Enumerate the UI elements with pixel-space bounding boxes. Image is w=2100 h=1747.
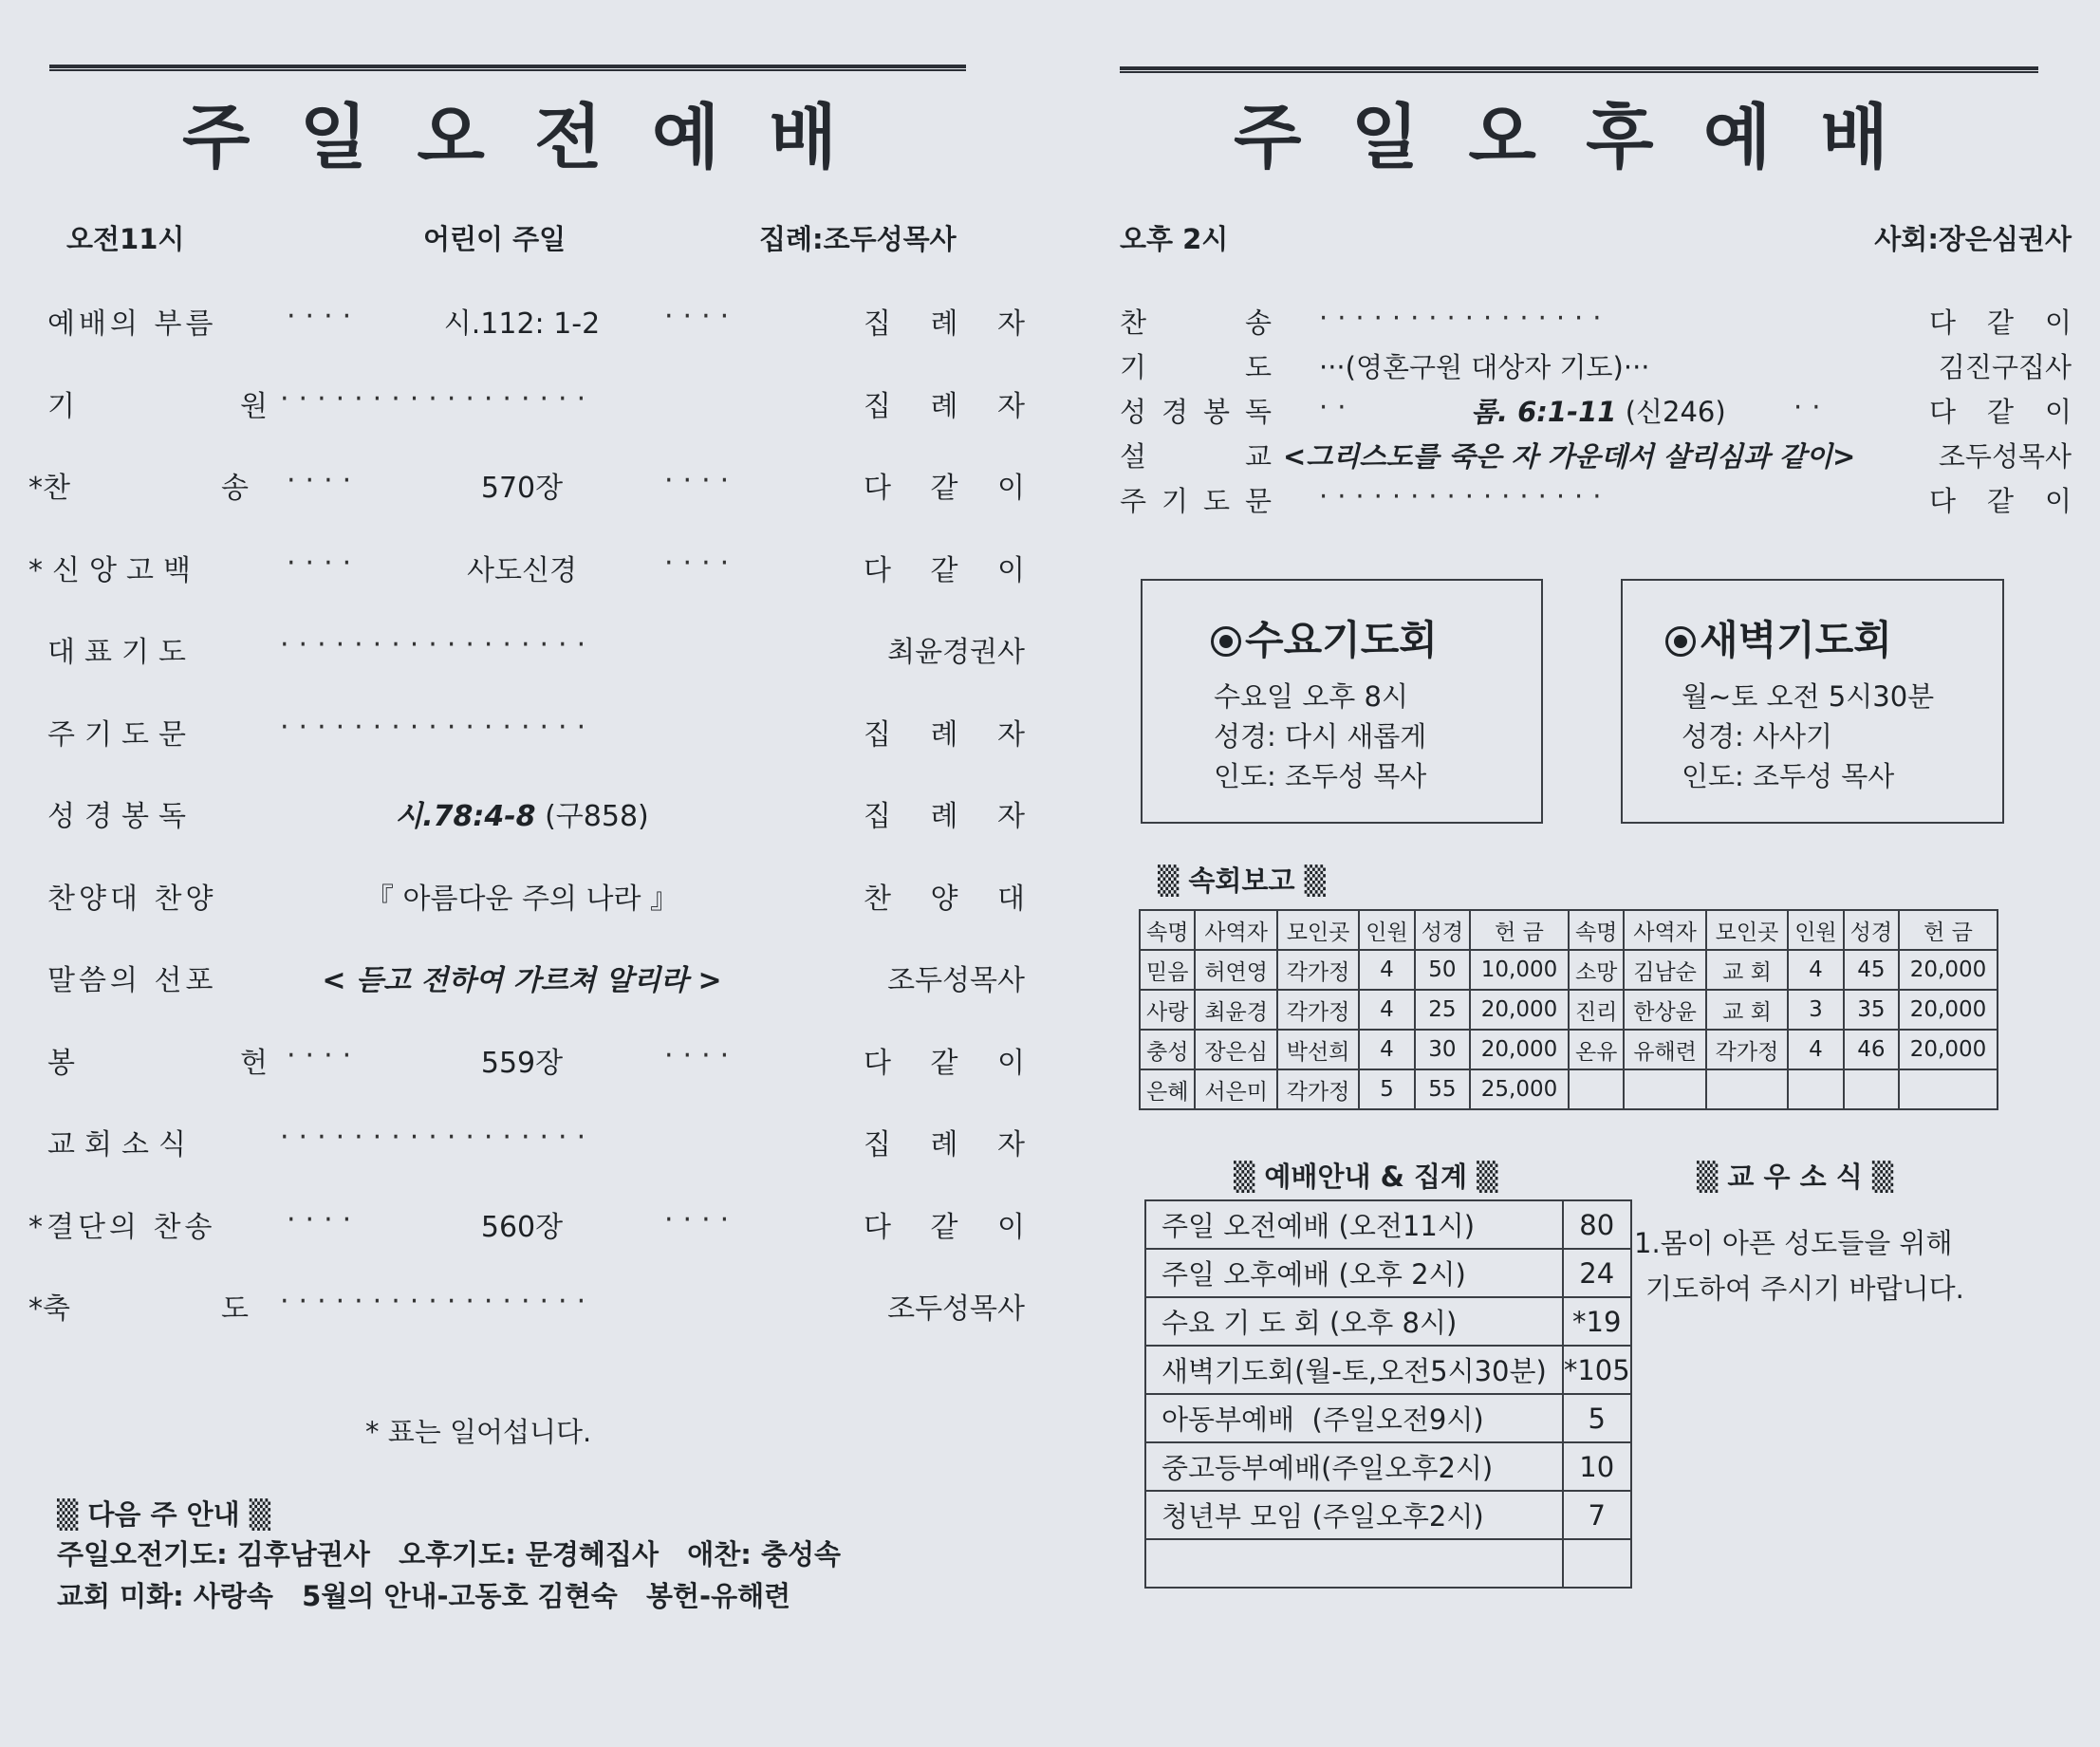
label-char: 도 [221, 1292, 249, 1326]
column-header: 성경 [1415, 910, 1470, 950]
item-leader: 조두성목사 [887, 1292, 1025, 1326]
dot-leader: ···· [287, 1038, 362, 1072]
item-leader [864, 1203, 1025, 1245]
item-content: 사도신경 [467, 553, 577, 587]
next-week-line2: 교회 미화: 사랑속 5월의 안내-고동호 김현숙 봉헌-유해련 [57, 1580, 791, 1612]
label-char: 문 [1244, 485, 1272, 517]
item-label [1120, 391, 1272, 430]
label-char: 집 [864, 389, 891, 423]
table-cell: 25,000 [1470, 1069, 1569, 1109]
table-cell: 충성 [1140, 1030, 1195, 1069]
hatch-icon: ▒ [1871, 1161, 1894, 1193]
item-label: 찬양대 찬양 [47, 882, 217, 916]
label-char: 다 [864, 472, 891, 505]
members-news-title: 교 우 소 식 [1727, 1161, 1863, 1193]
table-row [1140, 1030, 1998, 1069]
wednesday-title [1211, 609, 1438, 666]
label-char: 자 [997, 1128, 1025, 1162]
worship-item [28, 464, 1025, 521]
dot-leader: ···· [664, 546, 739, 580]
column-header: 모인곳 [1706, 910, 1788, 950]
label-char: 송 [221, 472, 249, 505]
item-leader [1929, 480, 2072, 519]
item-label: 교회소식 [47, 1128, 195, 1162]
label-char: 같 [1986, 307, 2014, 339]
table-cell: 각가정 [1706, 1030, 1788, 1069]
table-header-row [1140, 910, 1998, 950]
column-header: 사역자 [1195, 910, 1276, 950]
table-row [1145, 1297, 1631, 1346]
page-title [182, 82, 837, 182]
label-char: 찬 [864, 882, 891, 916]
hatch-icon: ▒ [1158, 864, 1180, 897]
attendance-count: 5 [1563, 1394, 1631, 1442]
table-row [1140, 990, 1998, 1030]
item-label [1120, 480, 1272, 519]
label-char: 다 [1929, 307, 1957, 339]
label-char: 주 [1120, 485, 1147, 517]
title-rule [49, 65, 966, 71]
item-label: 주기도문 [47, 717, 195, 752]
label-char: 이 [2044, 396, 2072, 428]
title-char: 배 [1820, 97, 1888, 178]
worship-item [38, 711, 1025, 768]
dawn-line: 인도: 조두성 목사 [1682, 760, 1895, 792]
item-content [275, 792, 769, 834]
label-char: 다 [1929, 396, 1957, 428]
table-row [1145, 1394, 1631, 1442]
item-content: < 듣고 전하여 가르쳐 알리라 > [322, 964, 722, 997]
item-content: ···(영혼구원 대상자 기도)··· [1319, 351, 1650, 383]
table-cell: 4 [1359, 990, 1414, 1030]
label-char: 같 [930, 1046, 958, 1080]
service-leader: 집례:조두성목사 [759, 223, 957, 255]
table-cell: 35 [1844, 990, 1899, 1030]
table-cell: 4 [1359, 1030, 1414, 1069]
dawn-line: 월~토 오전 5시30분 [1682, 680, 1935, 713]
item-label [1120, 346, 1272, 385]
worship-item [38, 1121, 1025, 1178]
table-cell: 최윤경 [1195, 990, 1276, 1030]
worship-item [28, 1285, 1025, 1342]
table-row [1140, 1069, 1998, 1109]
table-cell: 각가정 [1277, 990, 1359, 1030]
label-char: 기 [47, 389, 75, 423]
dot-leader: ················ [1319, 480, 1611, 512]
label-char: 찬 [1120, 307, 1147, 339]
table-row [1145, 1249, 1631, 1297]
title-char: 주 [1234, 97, 1302, 178]
label-char: 경 [1161, 396, 1188, 428]
members-news-line1: 1.몸이 아픈 성도들을 위해 [1634, 1227, 1953, 1259]
table-row [1145, 1346, 1631, 1394]
attendance-count: 80 [1563, 1200, 1631, 1249]
next-week-heading [57, 1494, 270, 1533]
table-row [1145, 1539, 1631, 1588]
table-cell: 유해련 [1624, 1030, 1705, 1069]
service-name: 수요 기 도 회 (오후 8시) [1145, 1297, 1563, 1346]
item-label [47, 382, 268, 424]
worship-item [1120, 391, 2072, 435]
title-char: 예 [651, 97, 720, 178]
label-char: 이 [997, 1210, 1025, 1244]
worship-item [38, 875, 1025, 932]
label-char: 집 [864, 1128, 891, 1162]
label-char: 같 [1986, 396, 2014, 428]
worship-item [38, 957, 1025, 1013]
label-char: *축 [28, 1292, 70, 1326]
hatch-icon: ▒ [1304, 864, 1326, 897]
label-char: 이 [997, 553, 1025, 587]
scripture-page: (구858) [535, 800, 649, 833]
label-char: 집 [864, 800, 891, 833]
item-label: 성경봉독 [47, 800, 195, 833]
table-cell: 5 [1359, 1069, 1414, 1109]
item-leader [864, 1121, 1025, 1162]
label-char: 헌 [240, 1046, 268, 1080]
bullseye-icon [1211, 626, 1241, 657]
title-char: 일 [1350, 97, 1420, 178]
next-week-title: 다음 주 안내 [87, 1498, 240, 1531]
item-content: 559장 [480, 1046, 564, 1080]
table-cell: 서은미 [1195, 1069, 1276, 1109]
label-char: 같 [930, 1210, 958, 1244]
item-leader [864, 300, 1025, 342]
item-label: 대표기도 [47, 636, 195, 669]
page-title [1234, 82, 1888, 182]
label-char: 자 [997, 307, 1025, 341]
dawn-prayer-box [1621, 579, 2004, 824]
hatch-icon: ▒ [1697, 1161, 1719, 1193]
item-leader [864, 1039, 1025, 1081]
scripture-ref: 롬. 6:1-11 [1471, 396, 1617, 428]
table-cell: 30 [1415, 1030, 1470, 1069]
hatch-icon: ▒ [57, 1498, 79, 1531]
title-char: 오 [1468, 97, 1536, 178]
item-content: 시.112: 1-2 [443, 307, 601, 341]
service-theme: 어린이 주일 [423, 223, 567, 255]
dawn-title-text: 새벽기도회 [1700, 617, 1892, 663]
label-char: 례 [930, 307, 958, 341]
worship-item [38, 300, 1025, 357]
item-label: *신앙고백 [28, 553, 200, 587]
label-char: 설 [1120, 440, 1147, 473]
table-cell [1624, 1069, 1705, 1109]
label-char: 대 [997, 882, 1025, 916]
item-leader [864, 547, 1025, 588]
table-cell [1844, 1069, 1899, 1109]
dot-leader: ···· [287, 300, 362, 333]
column-header: 인원 [1359, 910, 1414, 950]
label-char: 다 [864, 553, 891, 587]
table-cell: 각가정 [1277, 950, 1359, 990]
worship-item [28, 1202, 1025, 1260]
label-char: 기 [1161, 485, 1188, 517]
table-cell: 믿음 [1140, 950, 1195, 990]
scripture-page: (신246) [1616, 396, 1726, 428]
members-news-heading [1697, 1156, 1893, 1195]
table-cell [1706, 1069, 1788, 1109]
label-char: 이 [2044, 485, 2072, 517]
dot-leader: ···· [664, 1202, 739, 1236]
hatch-icon: ▒ [1234, 1161, 1255, 1193]
label-char: 송 [1244, 307, 1272, 339]
table-cell: 교 회 [1706, 990, 1788, 1030]
table-cell: 은혜 [1140, 1069, 1195, 1109]
dot-leader: ···· [664, 300, 739, 333]
table-cell: 교 회 [1706, 950, 1788, 990]
wednesday-line: 성경: 다시 새롭게 [1214, 720, 1427, 753]
worship-item [1120, 480, 2072, 524]
item-leader [864, 875, 1025, 917]
table-cell [1569, 1069, 1624, 1109]
dot-leader: ···· [664, 464, 739, 497]
item-leader [864, 382, 1025, 424]
hatch-icon: ▒ [249, 1498, 271, 1531]
table-cell: 온유 [1569, 1030, 1624, 1069]
title-char: 배 [769, 97, 837, 178]
table-cell: 55 [1415, 1069, 1470, 1109]
label-char: 자 [997, 717, 1025, 752]
attendance-count: *19 [1563, 1297, 1631, 1346]
label-char: 같 [1986, 485, 2014, 517]
service-name: 아동부예배 (주일오전9시) [1145, 1394, 1563, 1442]
table-cell: 20,000 [1899, 1030, 1998, 1069]
table-cell [1788, 1069, 1843, 1109]
worship-item [1120, 436, 2072, 479]
worship-item [1120, 346, 2072, 390]
item-leader [864, 792, 1025, 834]
bullseye-icon [1665, 626, 1696, 657]
label-char: 봉 [47, 1046, 75, 1080]
column-header: 헌 금 [1899, 910, 1998, 950]
dot-leader: ·· [1319, 391, 1356, 423]
service-time: 오전11시 [66, 223, 185, 255]
wednesday-prayer-box [1141, 579, 1543, 824]
label-char: 다 [864, 1046, 891, 1080]
table-cell: 4 [1788, 950, 1843, 990]
service-name: 중고등부예배(주일오후2시) [1145, 1442, 1563, 1491]
table-cell: 소망 [1569, 950, 1624, 990]
table-cell: 25 [1415, 990, 1470, 1030]
table-row [1145, 1491, 1631, 1539]
dot-leader: ···· [287, 464, 362, 497]
dawn-line: 성경: 사사기 [1682, 720, 1833, 753]
service-leader: 사회:장은심권사 [1874, 223, 2072, 255]
title-char: 전 [534, 97, 603, 178]
item-label [1120, 436, 1272, 474]
label-char: 이 [997, 1046, 1025, 1080]
table-row [1145, 1200, 1631, 1249]
label-char: 례 [930, 717, 958, 752]
item-leader: 조두성목사 [887, 964, 1025, 997]
title-char: 오 [417, 97, 485, 178]
item-leader [864, 464, 1025, 506]
table-cell: 4 [1359, 950, 1414, 990]
item-label [28, 464, 249, 506]
label-char: 교 [1244, 440, 1272, 473]
item-label: *결단의 찬송 [28, 1210, 216, 1244]
cell-report-title: 속회보고 [1188, 864, 1295, 897]
label-char: 집 [864, 717, 891, 752]
service-name: 주일 오후예배 (오후 2시) [1145, 1249, 1563, 1297]
column-header: 모인곳 [1277, 910, 1359, 950]
label-char: 례 [930, 1128, 958, 1162]
label-char: 다 [1929, 485, 1957, 517]
title-char: 일 [299, 97, 368, 178]
table-row [1140, 950, 1998, 990]
label-char: 같 [930, 553, 958, 587]
dot-leader: ················· [280, 710, 596, 744]
attendance-count: 24 [1563, 1249, 1631, 1297]
item-leader: 김진구집사 [1938, 351, 2072, 383]
service-name: 주일 오전예배 (오전11시) [1145, 1200, 1563, 1249]
item-label [28, 1285, 249, 1327]
item-content: <그리스도를 죽은 자 가운데서 살리심과 같이> [1283, 440, 1856, 473]
attendance-count [1563, 1539, 1631, 1588]
label-char: 도 [1244, 351, 1272, 383]
table-cell: 50 [1415, 950, 1470, 990]
title-char: 주 [182, 97, 251, 178]
worship-item [1120, 302, 2072, 345]
attendance-count: *105 [1563, 1346, 1631, 1394]
table-cell: 장은심 [1195, 1030, 1276, 1069]
wednesday-title-text: 수요기도회 [1245, 617, 1438, 663]
label-char: 이 [997, 472, 1025, 505]
table-cell: 박선희 [1277, 1030, 1359, 1069]
table-cell: 한상윤 [1624, 990, 1705, 1030]
item-content [1471, 391, 1726, 430]
title-char: 후 [1586, 97, 1654, 178]
attendance-heading [1234, 1156, 1497, 1195]
table-cell: 20,000 [1470, 990, 1569, 1030]
title-rule [1120, 66, 2038, 73]
service-name: 새벽기도회(월-토,오전5시30분) [1145, 1346, 1563, 1394]
label-char: 같 [930, 472, 958, 505]
column-header: 속명 [1569, 910, 1624, 950]
label-char: 봉 [1202, 396, 1230, 428]
label-char: 례 [930, 800, 958, 833]
item-leader: 조두성목사 [1938, 440, 2072, 473]
item-leader [864, 711, 1025, 753]
table-cell [1899, 1069, 1998, 1109]
table-cell: 각가정 [1277, 1069, 1359, 1109]
item-label [1120, 302, 1272, 341]
table-cell: 4 [1788, 1030, 1843, 1069]
dot-leader: ················· [280, 1121, 596, 1154]
attendance-count: 7 [1563, 1491, 1631, 1539]
dot-leader: ···· [287, 546, 362, 580]
item-leader: 최윤경권사 [887, 636, 1025, 669]
label-char: 양 [930, 882, 958, 916]
attendance-title: 예배안내 & 집계 [1264, 1161, 1467, 1193]
dot-leader: ················ [1319, 302, 1611, 334]
column-header: 헌 금 [1470, 910, 1569, 950]
dot-leader: ·· [1793, 391, 1831, 423]
cell-report-heading [1158, 860, 1326, 899]
table-row [1145, 1442, 1631, 1491]
table-cell: 20,000 [1899, 950, 1998, 990]
item-content: 『 아름다운 주의 나라 』 [365, 882, 678, 916]
label-char: 독 [1244, 396, 1272, 428]
label-char: 기 [1120, 351, 1147, 383]
label-char: 자 [997, 389, 1025, 423]
members-news-line2: 기도하여 주시기 바랍니다. [1645, 1273, 1964, 1305]
item-label [47, 1039, 268, 1081]
table-cell: 45 [1844, 950, 1899, 990]
service-name [1145, 1539, 1563, 1588]
wednesday-line: 수요일 오후 8시 [1214, 680, 1408, 713]
attendance-count: 10 [1563, 1442, 1631, 1491]
worship-item [38, 382, 1025, 439]
label-char: 다 [864, 1210, 891, 1244]
table-cell: 3 [1788, 990, 1843, 1030]
table-cell: 10,000 [1470, 950, 1569, 990]
column-header: 속명 [1140, 910, 1195, 950]
table-cell: 허연영 [1195, 950, 1276, 990]
attendance-table [1144, 1199, 1632, 1589]
dot-leader: ···· [287, 1202, 362, 1236]
afternoon-service-page [1082, 0, 2100, 1747]
column-header: 사역자 [1624, 910, 1705, 950]
cell-report-table [1139, 909, 1998, 1110]
label-char: 집 [864, 307, 891, 341]
scripture-ref: 시.78:4-8 [395, 800, 536, 833]
item-leader [1929, 391, 2072, 430]
label-char: 도 [1202, 485, 1230, 517]
worship-item [28, 546, 1025, 604]
wednesday-line: 인도: 조두성 목사 [1214, 760, 1427, 792]
dot-leader: ···· [664, 1038, 739, 1072]
item-label: 말씀의 선포 [47, 964, 217, 997]
table-cell: 진리 [1569, 990, 1624, 1030]
table-cell: 20,000 [1470, 1030, 1569, 1069]
table-cell: 사랑 [1140, 990, 1195, 1030]
table-cell: 20,000 [1899, 990, 1998, 1030]
column-header: 성경 [1844, 910, 1899, 950]
label-char: 례 [930, 389, 958, 423]
dot-leader: ················· [280, 628, 596, 661]
service-time: 오후 2시 [1120, 223, 1229, 255]
item-content: 560장 [480, 1210, 564, 1244]
worship-item [38, 628, 1025, 685]
label-char: 원 [240, 389, 268, 423]
table-cell: 김남순 [1624, 950, 1705, 990]
worship-item [38, 1039, 1025, 1096]
item-content: 570장 [480, 472, 564, 505]
stand-note: * 표는 일어섭니다. [365, 1416, 592, 1448]
label-char: 성 [1120, 396, 1147, 428]
table-cell: 46 [1844, 1030, 1899, 1069]
item-leader [1929, 302, 2072, 341]
service-name: 청년부 모임 (주일오후2시) [1145, 1491, 1563, 1539]
next-week-line1: 주일오전기도: 김후남권사 오후기도: 문경혜집사 애찬: 충성속 [57, 1538, 842, 1570]
hatch-icon: ▒ [1477, 1161, 1498, 1193]
worship-item [38, 792, 1025, 849]
label-char: 자 [997, 800, 1025, 833]
label-char: *찬 [28, 472, 70, 505]
dawn-title [1665, 609, 1892, 666]
label-char: 이 [2044, 307, 2072, 339]
item-label: 예배의 부름 [47, 307, 217, 341]
column-header: 인원 [1788, 910, 1843, 950]
dot-leader: ················· [280, 1285, 596, 1318]
title-char: 예 [1702, 97, 1772, 178]
dot-leader: ················· [280, 381, 596, 416]
